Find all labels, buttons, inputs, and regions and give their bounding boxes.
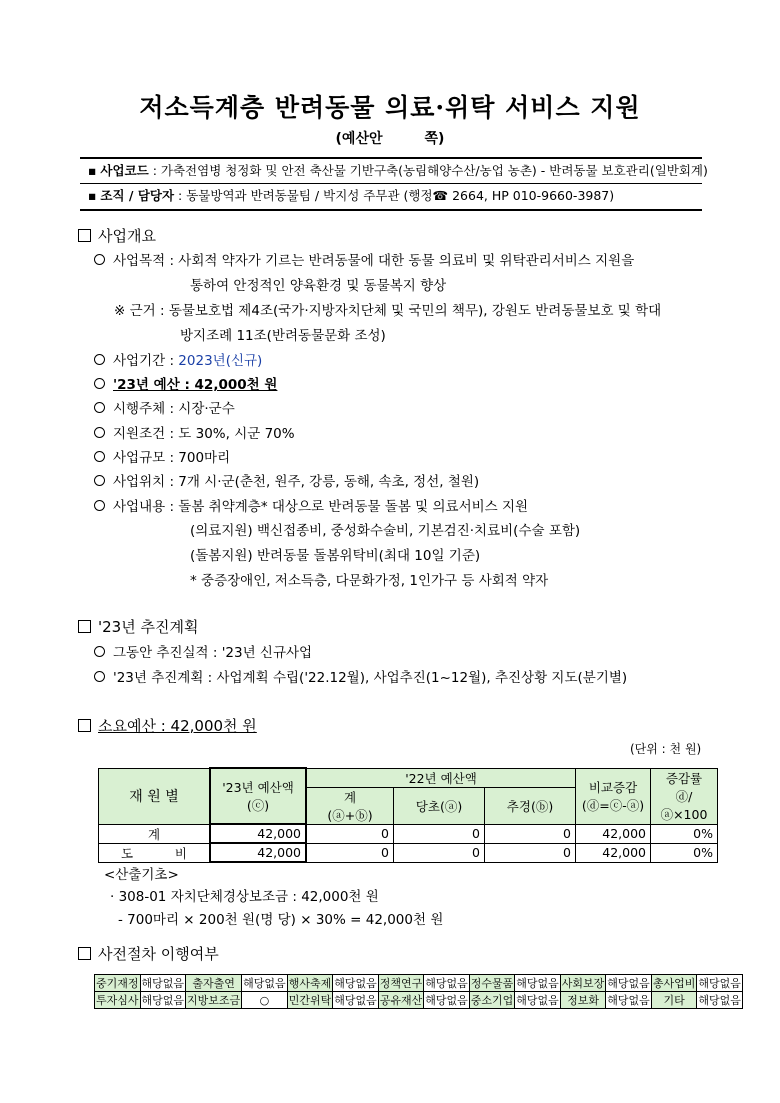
period-item: 사업기간 : 2023년(신규)	[94, 349, 262, 369]
proc-cell: 해당없음	[606, 992, 652, 1009]
cell-2023: 42,000	[210, 843, 306, 862]
procedure-heading: 사전절차 이행여부	[78, 943, 219, 964]
header-diff: 비교증감 (ⓓ=ⓒ-ⓐ)	[576, 768, 651, 824]
cell-supp: 0	[485, 824, 576, 843]
executor-item: 시행주체 : 시장·군수	[94, 397, 235, 417]
circle-bullet-icon	[94, 378, 105, 389]
location-item: 사업위치 : 7개 시·군(춘천, 원주, 강릉, 동해, 속초, 정선, 철원)	[94, 470, 479, 490]
proc-cell: 해당없음	[697, 992, 743, 1009]
header-2023: '23년 예산액 (ⓒ)	[210, 768, 306, 824]
proc-cell: 사회보장	[560, 975, 606, 992]
proc-cell: 정수물품	[469, 975, 515, 992]
procedure-table	[94, 974, 743, 1009]
calc-basis-formula: - 700마리 × 200천 원(명 당) × 30% = 42,000천 원	[118, 912, 444, 928]
table-row	[95, 975, 743, 992]
purpose-continuation: 통하여 안정적인 양육환경 및 동물복지 향상	[190, 278, 447, 294]
cell-initial: 0	[394, 843, 485, 862]
table-row	[99, 824, 718, 843]
circle-bullet-icon	[94, 354, 105, 365]
header-category: 재 원 별	[99, 768, 211, 824]
purpose-item: 사업목적 : 사회적 약자가 기르는 반려동물에 대한 동물 의료비 및 위탁관리서비스 지원을	[94, 249, 634, 269]
overview-heading: 사업개요	[78, 225, 156, 246]
square-bullet-icon	[78, 947, 91, 960]
circle-bullet-icon	[94, 475, 105, 486]
proc-cell: 민간위탁	[287, 992, 333, 1009]
project-code-row: ▪ 사업코드 : 가축전염병 청정화 및 안전 축산물 기반구축(농림해양수산/농업 농촌) - 반려동물 보호관리(일반회계)	[80, 159, 702, 184]
proc-cell: 해당없음	[140, 975, 186, 992]
row-name: 도 비	[99, 843, 211, 862]
proc-cell: 해당없음	[333, 975, 379, 992]
proc-cell: 투자심사	[95, 992, 141, 1009]
proc-cell: 해당없음	[333, 992, 379, 1009]
circle-bullet-icon	[94, 254, 105, 265]
cell-rate: 0%	[651, 843, 718, 862]
circle-bullet-icon	[94, 427, 105, 438]
cell-2023: 42,000	[210, 824, 306, 843]
header-2022: '22년 예산액	[306, 768, 576, 787]
cell-diff: 42,000	[576, 843, 651, 862]
proc-cell: 해당없음	[606, 975, 652, 992]
cell-supp: 0	[485, 843, 576, 862]
cell-diff: 42,000	[576, 824, 651, 843]
target-footnote: * 중증장애인, 저소득층, 다문화가정, 1인가구 등 사회적 약자	[190, 573, 549, 589]
org-contact-row: ▪ 조직 / 담당자 : 동물방역과 반려동물팀 / 박지성 주무관 (행정☎ 2664, HP 010-9660-3987)	[80, 188, 615, 203]
proc-cell: 공유재산	[378, 992, 424, 1009]
proc-cell: 해당없음	[424, 992, 470, 1009]
legal-basis-continuation: 방지조례 11조(반려동물문화 조성)	[180, 328, 386, 344]
proc-cell: 해당없음	[515, 975, 561, 992]
proc-cell: 정책연구	[378, 975, 424, 992]
cell-total: 0	[306, 843, 394, 862]
condition-item: 지원조건 : 도 30%, 시군 70%	[94, 422, 295, 442]
proc-cell: 지방보조금	[186, 992, 242, 1009]
cell-total: 0	[306, 824, 394, 843]
proc-cell: 중기재정	[95, 975, 141, 992]
budget-page-reference: (예산안 쪽)	[335, 131, 445, 147]
calc-basis-heading: <산출기초>	[104, 867, 179, 883]
circle-bullet-icon	[94, 671, 105, 682]
plan-heading: '23년 추진계획	[78, 616, 198, 637]
circle-bullet-icon	[94, 451, 105, 462]
proc-cell: ○	[242, 992, 288, 1009]
cell-initial: 0	[394, 824, 485, 843]
proc-cell: 해당없음	[515, 992, 561, 1009]
table-row	[99, 843, 718, 862]
proc-cell: 총사업비	[651, 975, 697, 992]
circle-bullet-icon	[94, 646, 105, 657]
medical-support: (의료지원) 백신접종비, 중성화수술비, 기본검진·치료비(수술 포함)	[190, 523, 581, 539]
proc-cell: 해당없음	[242, 975, 288, 992]
proc-cell: 행사축제	[287, 975, 333, 992]
square-bullet-icon	[78, 719, 91, 732]
plan-item: 그동안 추진실적 : '23년 신규사업	[94, 641, 312, 661]
circle-bullet-icon	[94, 500, 105, 511]
header-supplementary: 추경(ⓑ)	[485, 787, 576, 824]
header-rate: 증감률 ⓓ/ⓐ×100	[651, 768, 718, 824]
square-bullet-icon	[78, 620, 91, 633]
proc-cell: 중소기업	[469, 992, 515, 1009]
content-item: 사업내용 : 돌봄 취약계층* 대상으로 반려동물 돌봄 및 의료서비스 지원	[94, 495, 528, 515]
plan-item: '23년 추진계획 : 사업계획 수립('22.12월), 사업추진(1~12월), 추진상황 지도(분기별)	[94, 666, 627, 686]
proc-cell: 해당없음	[697, 975, 743, 992]
unit-label: (단위 : 천 원)	[630, 742, 702, 756]
budget-table	[98, 767, 718, 863]
proc-cell: 해당없음	[424, 975, 470, 992]
proc-cell: 기타	[651, 992, 697, 1009]
row-name: 계	[99, 824, 211, 843]
page-title: 저소득계층 반려동물 의료·위탁 서비스 지원	[139, 93, 641, 122]
header-total: 계 (ⓐ+ⓑ)	[306, 787, 394, 824]
circle-bullet-icon	[94, 402, 105, 413]
calc-basis-line: · 308-01 자치단체경상보조금 : 42,000천 원	[110, 889, 379, 905]
square-bullet-icon	[78, 229, 91, 242]
proc-cell: 정보화	[560, 992, 606, 1009]
proc-cell: 출자출연	[186, 975, 242, 992]
care-support: (돌봄지원) 반려동물 돌봄위탁비(최대 10일 기준)	[190, 548, 481, 564]
table-row	[95, 992, 743, 1009]
budget-heading: 소요예산 : 42,000천 원	[78, 715, 257, 736]
header-initial: 당초(ⓐ)	[394, 787, 485, 824]
proc-cell: 해당없음	[140, 992, 186, 1009]
annual-budget-item: '23년 예산 : 42,000천 원	[94, 373, 277, 393]
cell-rate: 0%	[651, 824, 718, 843]
legal-basis: ※ 근거 : 동물보호법 제4조(국가·지방자치단체 및 국민의 책무), 강원도 반려동물보호 및 학대	[114, 303, 662, 319]
scale-item: 사업규모 : 700마리	[94, 446, 230, 466]
project-code-box	[80, 157, 708, 211]
